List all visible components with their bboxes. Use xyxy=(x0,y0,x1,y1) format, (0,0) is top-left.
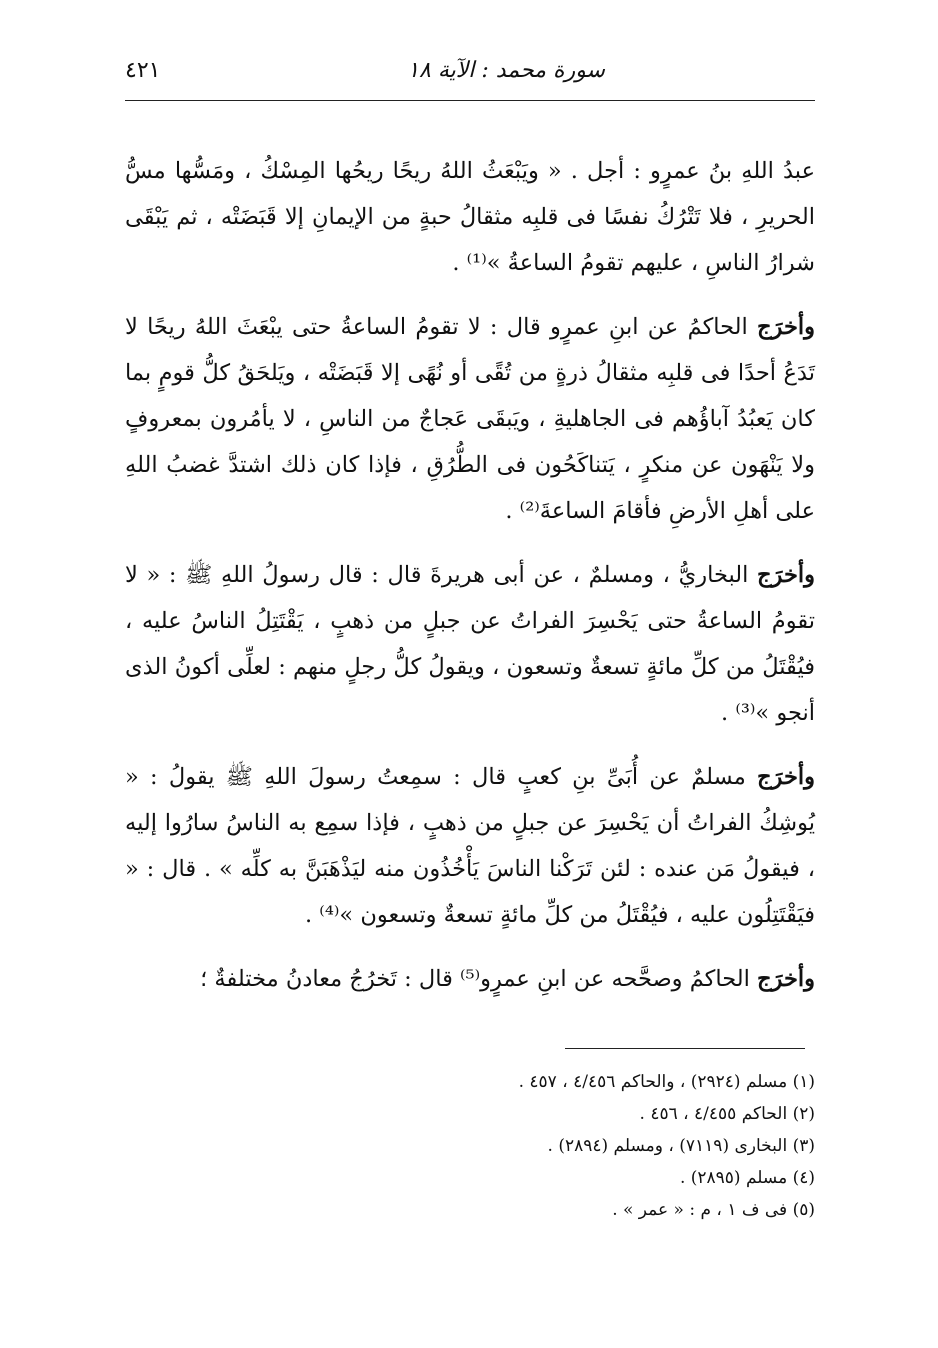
paragraph-1 xyxy=(125,148,815,286)
footnote-5: (٥) فى ف ١ ، م : « عمر » . xyxy=(612,1200,815,1220)
footnote-2: (٢) الحاكم ٤/٤٥٥ ، ٤٥٦ . xyxy=(639,1104,815,1124)
footnotes xyxy=(125,1066,815,1226)
footnote-3: (٣) البخارى (٧١١٩) ، ومسلم (٢٨٩٤) . xyxy=(547,1136,815,1156)
paragraph-3 xyxy=(125,552,815,736)
paragraph-lead: وأخرَج xyxy=(757,966,815,992)
running-title: سورة محمد : الآية ١٨ xyxy=(407,58,605,83)
paragraph-lead: وأخرَج xyxy=(757,764,815,790)
paragraph-lead: وأخرَج xyxy=(757,314,815,340)
paragraph-text: الحاكمُ عن ابنِ عمرٍو قال : لا تقومُ الساعةُ حتى يبْعَثَ اللهُ ريحًا لا تَدَعُ أحدًا فى قلبِه مثقالُ ذرةٍ من تُقًى أو نُهًى إلا قَبَضَتْه ، ويَلحَقُ كلُّ قومٍ بما كان يَعبُدُ آباؤُهم فى الجاهليةِ ، ويَبقَى عَجاجٌ من الناسِ ، لا يأمُرون بمعروفٍ ولا يَنْهَون عن منكرٍ ، يَتناكَحُون فى الطُّرُقِ ، فإذا كان ذلك اشتدَّ غضبُ اللهِ على أهلِ الأرضِ فأقامَ الساعةَ⁽²⁾ . xyxy=(125,314,815,524)
paragraph-5 xyxy=(125,956,815,1002)
header-divider xyxy=(125,100,815,101)
footnote-4: (٤) مسلم (٢٨٩٥) . xyxy=(679,1168,815,1188)
paragraph-text: عبدُ اللهِ بنُ عمرٍو : أجل . « ويَبْعَثُ اللهُ ريحًا ريحُها المِسْكُ ، ومَسُّها مسُّ الحريرِ ، فلا تَتْرُكُ نفسًا فى قلبِه مثقالُ حبةٍ من الإيمانِ إلا قَبَضَتْه ، ثم يَبْقَى شرارُ الناسِ ، عليهم تقومُ الساعةُ »⁽¹⁾ . xyxy=(125,158,815,276)
main-text xyxy=(125,148,815,1020)
footnote-divider xyxy=(565,1048,805,1049)
paragraph-text: البخاريُّ ، ومسلمٌ ، عن أبى هريرةَ قال : قال رسولُ اللهِ ﷺ : « لا تقومُ الساعةُ حتى يَحْسِرَ الفراتُ عن جبلٍ من ذهبٍ ، يَقْتَتِلُ الناسُ عليه ، فيُقْتَلُ من كلِّ مائةٍ تسعةٌ وتسعون ، ويقولُ كلُّ رجلٍ منهم : لعلِّى أكونُ الذى أنجو »⁽³⁾ . xyxy=(125,562,815,726)
paragraph-4 xyxy=(125,754,815,938)
paragraph-text: الحاكمُ وصحَّحه عن ابنِ عمرٍو⁽⁵⁾ قال : تَخرُجُ معادنُ مختلفةٌ ؛ xyxy=(200,966,758,992)
footnote-1: (١) مسلم (٢٩٢٤) ، والحاكم ٤/٤٥٦ ، ٤٥٧ . xyxy=(518,1072,815,1092)
paragraph-lead: وأخرَج xyxy=(757,562,815,588)
page-header xyxy=(125,58,815,98)
page-number: ٤٢١ xyxy=(125,58,161,83)
paragraph-2 xyxy=(125,304,815,534)
paragraph-text: مسلمٌ عن أُبَىِّ بنِ كعبٍ قال : سمِعتُ رسولَ اللهِ ﷺ يقولُ : « يُوشِكُ الفراتُ أن يَحْسِرَ عن جبلٍ من ذهبٍ ، فإذا سمِع به الناسُ سارُوا إليه ، فيقولُ مَن عنده : لئن تَرَكْنا الناسَ يَأْخُذُون منه ليَذْهَبَنَّ به كلِّه » . قال : « فيَقْتَتِلُون عليه ، فيُقْتَلُ من كلِّ مائةٍ تسعةٌ وتسعون »⁽⁴⁾ . xyxy=(125,764,815,928)
